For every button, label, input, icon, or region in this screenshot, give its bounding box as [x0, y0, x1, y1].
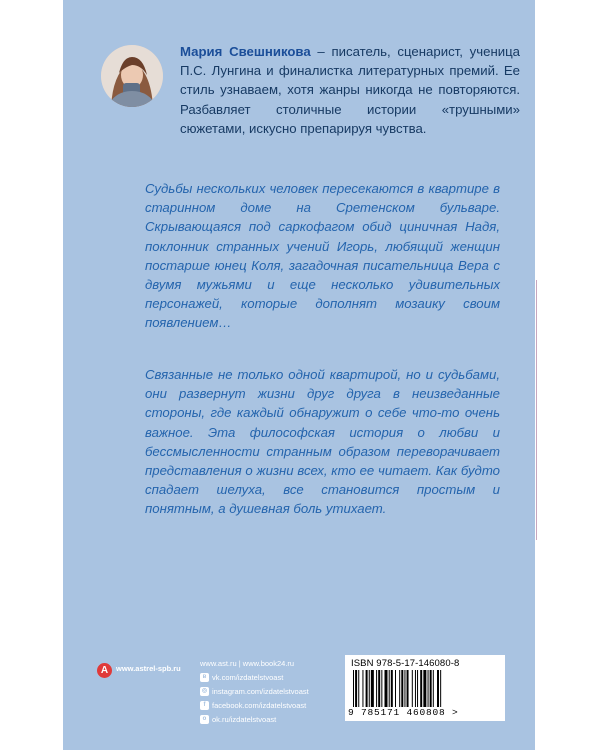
- barcode-bar: [407, 670, 409, 707]
- barcode-bar: [415, 670, 416, 707]
- instagram-icon: ◎: [201, 688, 208, 694]
- description-paragraph-2: Связанные не только одной квартирой, но и судьбами, они развернут жизни друг друга в неизведанные стороны, где каждый обнаружит о себе что-то очень важное. Эта философская история о любви и бессмысленности странным образом переворачивает представления о жизни всех, кто ее читает. Как будто спадает шелуха, все становится простым и понятным, а душевная боль утихает.: [145, 367, 500, 517]
- publisher-logo-icon: [97, 663, 112, 678]
- barcode-bar: [355, 670, 357, 707]
- social-link-text: facebook.com/izdatelstvoast: [212, 701, 307, 710]
- author-name: Мария Свешникова: [180, 44, 311, 59]
- barcode-bar: [371, 670, 374, 707]
- barcode-bar: [433, 670, 434, 707]
- barcode-bar: [389, 670, 390, 707]
- social-link-text: ok.ru/izdatelstvoast: [212, 715, 277, 724]
- author-bio-text: – писатель, сценарист, ученица П.С. Лунгина и финалистка литературных премий. Ее стиль узнаваем, хотя жанры никогда не повторяются. Разбавляет столичные истории «трушными» сюжетами, искусно препарируя чувства.: [180, 44, 520, 136]
- barcode-bar: [385, 670, 388, 707]
- publisher-site-link[interactable]: www.astrel-spb.ru: [116, 664, 181, 673]
- isbn-label: ISBN 978-5-17-146080-8: [351, 658, 460, 669]
- barcode-bar: [417, 670, 418, 707]
- social-link-instagram[interactable]: [200, 687, 309, 696]
- author-photo: [101, 45, 163, 107]
- barcode-bar: [362, 670, 363, 707]
- barcode-bar: [430, 670, 432, 707]
- barcode-bar: [423, 670, 426, 707]
- barcode-bar: [391, 670, 393, 707]
- barcode-bar: [381, 670, 382, 707]
- barcode-icon: [353, 670, 495, 707]
- back-cover: [63, 0, 535, 750]
- barcode-bar: [412, 670, 413, 707]
- barcode-bar: [353, 670, 354, 707]
- barcode-bar: [376, 670, 377, 707]
- barcode-bar: [428, 670, 429, 707]
- social-link-facebook[interactable]: [200, 701, 306, 710]
- barcode-bar: [401, 670, 403, 707]
- author-bio: [180, 42, 520, 138]
- author-portrait-image: [101, 45, 163, 107]
- barcode-bar: [369, 670, 370, 707]
- page-edge-line: [536, 280, 537, 540]
- publisher-logo-letter: A: [100, 664, 109, 676]
- barcode-bar: [437, 670, 439, 707]
- barcode-bar: [440, 670, 441, 707]
- barcode-bar: [395, 670, 396, 707]
- social-link-text: vk.com/izdatelstvoast: [212, 673, 284, 682]
- barcode-bar: [366, 670, 368, 707]
- publisher-links[interactable]: www.ast.ru | www.book24.ru: [200, 659, 295, 668]
- barcode-bar: [378, 670, 380, 707]
- description-paragraph-1: Судьбы нескольких человек пересекаются в квартире в старинном доме на Сретенском бульваре. Скрывающаяся под саркофагом обид циничная Надя, поклонник странных учений Игорь, любящий женщин постарше юнец Коля, загадочная писательница Вера с двумя мужьями и еще несколько удивительных персонажей, которые дополнят мозаику своим появлением…: [145, 181, 500, 331]
- social-link-vk[interactable]: [200, 673, 283, 682]
- social-link-odnoklassniki[interactable]: [200, 715, 276, 724]
- social-link-text: instagram.com/izdatelstvoast: [212, 687, 309, 696]
- vk-icon: в: [200, 673, 209, 682]
- barcode-panel: [345, 655, 505, 721]
- facebook-icon: f: [200, 701, 209, 710]
- barcode-digits: 9 785171 460808 >: [348, 707, 459, 718]
- barcode-bar: [420, 670, 422, 707]
- page-edge: [535, 0, 600, 750]
- barcode-bar: [404, 670, 405, 707]
- odnoklassniki-icon: о: [200, 715, 209, 724]
- barcode-bar: [358, 670, 359, 707]
- barcode-bar: [399, 670, 400, 707]
